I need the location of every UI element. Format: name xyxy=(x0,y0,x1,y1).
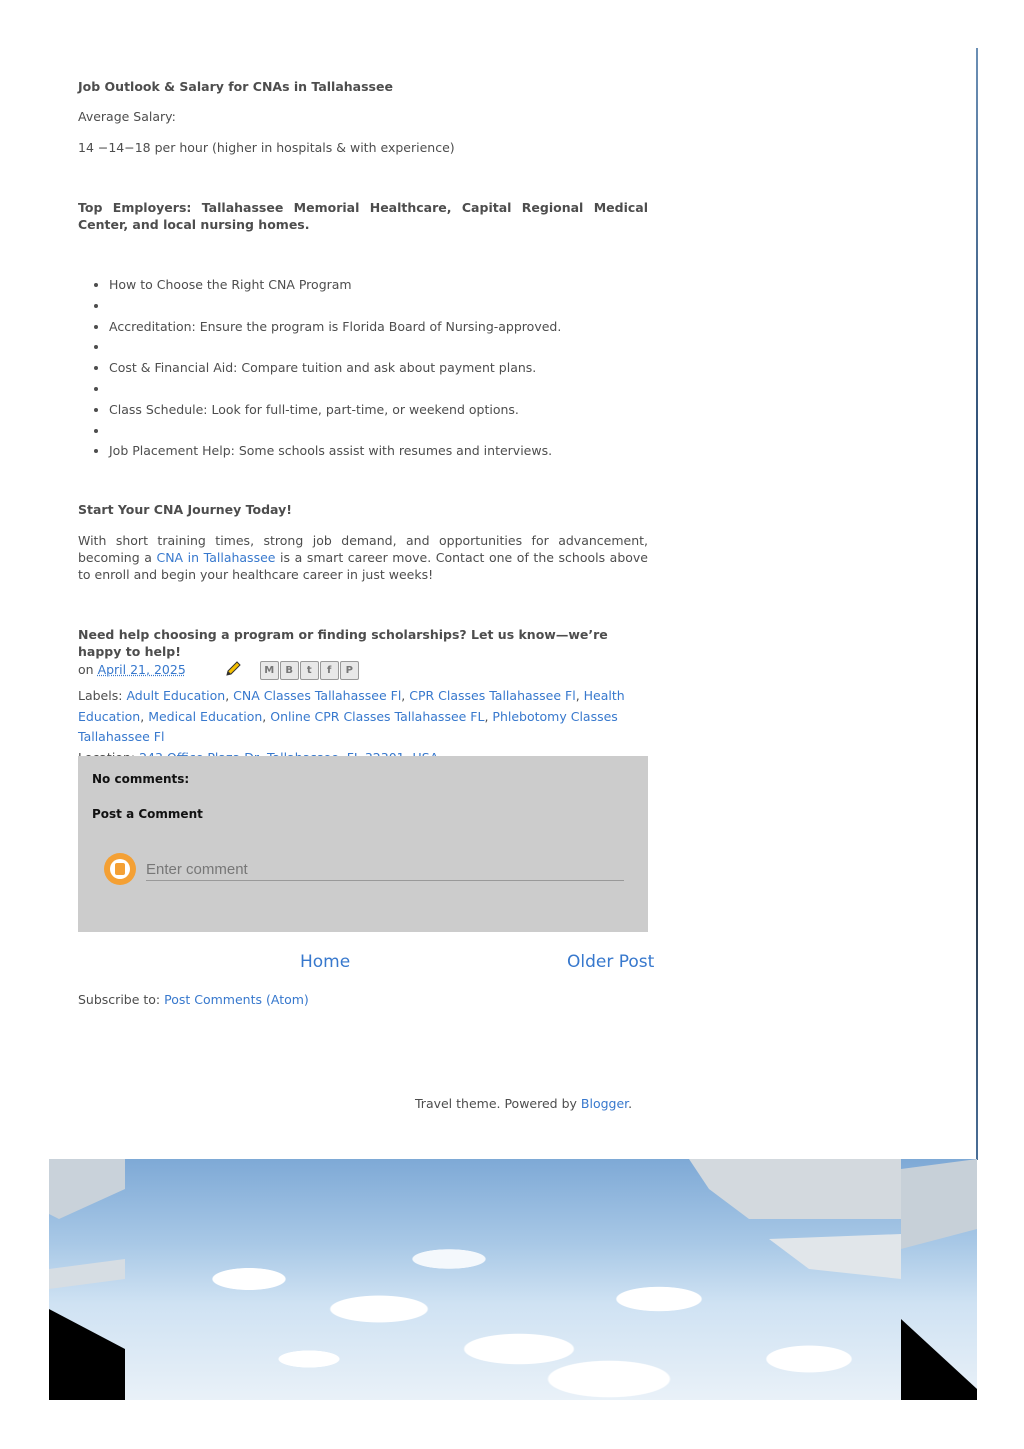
avg-salary-value: 14 −14−18 per hour (higher in hospitals & with experience) xyxy=(78,140,455,155)
avg-salary-label: Average Salary: xyxy=(78,109,176,124)
label-link[interactable]: Medical Education xyxy=(148,708,263,724)
label-link[interactable]: Online CPR Classes Tallahassee FL xyxy=(270,708,485,724)
attribution-text: Travel theme. Powered by xyxy=(415,1096,581,1111)
program-tips-list xyxy=(78,276,648,463)
sidebar-divider xyxy=(976,48,978,1160)
email-share-icon[interactable]: M xyxy=(260,661,279,680)
subscribe-line xyxy=(78,992,309,1007)
journey-paragraph xyxy=(78,532,648,583)
list-item: • Accreditation: Ensure the program is Florida Board of Nursing-approved. xyxy=(109,318,648,339)
list-item: • Job Placement Help: Some schools assist with resumes and interviews. xyxy=(109,442,648,463)
journey-text: is a smart career move. Contact one of the schools above to enroll and begin your healthcare career in just weeks! xyxy=(78,550,648,583)
journey-text: With short training times, strong job demand, and opportunities for advancement, becoming a xyxy=(78,533,648,566)
share-buttons xyxy=(260,661,359,680)
post-date-link[interactable]: April 21, 2025 xyxy=(97,662,186,677)
blogger-link[interactable]: Blogger xyxy=(580,1096,629,1111)
comment-input[interactable] xyxy=(146,858,624,881)
list-item xyxy=(109,380,648,401)
journey-heading: Start Your CNA Journey Today! xyxy=(78,502,292,518)
comments-section xyxy=(78,756,648,932)
list-item: • Class Schedule: Look for full-time, part-time, or weekend options. xyxy=(109,401,648,422)
twitter-share-icon[interactable]: t xyxy=(300,661,319,680)
help-line: Need help choosing a program or finding scholarships? Let us know—we’re happy to help! xyxy=(78,627,608,660)
blogthis-share-icon[interactable]: B xyxy=(280,661,299,680)
cna-tallahassee-link[interactable]: CNA in Tallahassee xyxy=(156,550,276,566)
outlook-heading: Job Outlook & Salary for CNAs in Tallahassee xyxy=(78,79,393,94)
atom-feed-link[interactable]: Post Comments (Atom) xyxy=(164,992,309,1007)
label-link[interactable]: Phlebotomy Classes Tallahassee Fl xyxy=(78,708,618,744)
label-link[interactable]: CPR Classes Tallahassee Fl xyxy=(409,688,576,703)
on-label: on xyxy=(78,662,94,677)
older-post-link[interactable]: Older Post xyxy=(567,952,655,972)
post-comment-heading: Post a Comment xyxy=(92,807,203,821)
labels-label: Labels: xyxy=(78,688,123,703)
subscribe-label: Subscribe to: xyxy=(78,992,165,1007)
home-link[interactable]: Home xyxy=(300,952,351,972)
list-item xyxy=(109,422,648,443)
list-item: • Cost & Financial Aid: Compare tuition and ask about payment plans. xyxy=(109,359,648,380)
post-labels: Labels: Adult Education, CNA Classes Tallahassee Fl, CPR Classes Tallahassee Fl, Health Education, Medical Education, Online CPR Classes Tallahassee FL, Phlebotomy Classes Tallahassee Fl xyxy=(78,686,648,768)
comments-count: No comments: xyxy=(92,772,190,786)
theme-attribution: Travel theme. Powered by Blogger. xyxy=(415,1096,633,1111)
facebook-share-icon[interactable]: f xyxy=(320,661,339,680)
footer-sky-image xyxy=(49,1159,977,1400)
list-item xyxy=(109,297,648,318)
label-link[interactable]: CNA Classes Tallahassee Fl xyxy=(233,688,402,703)
post-body xyxy=(78,78,648,660)
label-link[interactable]: Health Education xyxy=(78,688,625,724)
top-employers: Top Employers: Tallahassee Memorial Healthcare, Capital Regional Medical Center, and local nursing homes. xyxy=(78,200,648,232)
edit-pencil-icon[interactable] xyxy=(224,660,242,681)
list-item: • How to Choose the Right CNA Program xyxy=(109,276,648,297)
pinterest-share-icon[interactable]: P xyxy=(340,661,359,680)
blogger-avatar-icon xyxy=(104,853,136,885)
list-item xyxy=(109,338,648,359)
post-footer-line xyxy=(78,660,648,681)
label-link[interactable]: Adult Education xyxy=(126,688,226,703)
